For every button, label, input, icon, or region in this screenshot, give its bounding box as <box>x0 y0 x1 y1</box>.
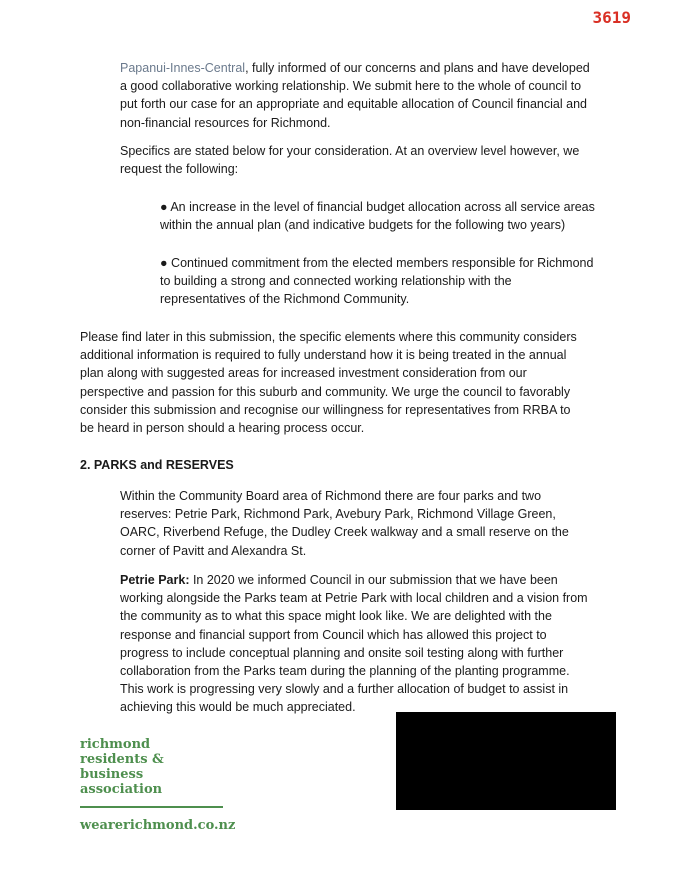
bullet-text: An increase in the level of financial budget allocation across all service areas within the annual plan (and indicative budgets for the following two years) <box>160 200 595 233</box>
page-number: 3619 <box>592 8 631 27</box>
bullet-icon: ● <box>160 200 168 214</box>
petrie-park-label: Petrie Park: <box>120 573 190 587</box>
bullet-icon: ● <box>160 256 168 270</box>
intro-text: , fully informed of our concerns and plans and have developed a good collaborative working relationship. We submit here to the whole of council to put forth our case for an appropriate and equitable allocation of Council financial and non-financial resources for Richmond. <box>120 61 590 130</box>
bullet-text: Continued commitment from the elected members responsible for Richmond to building a strong and connected working relationship with the representatives of the Richmond Community. <box>160 256 594 307</box>
logo-divider <box>80 806 223 808</box>
petrie-park-text: In 2020 we informed Council in our submission that we have been working alongside the Parks team at Petrie Park with local children and a vision from the community as to what this space might look like. We are delighted with the response and financial support from Council which has allowed this project to progress to include conceptual planning and onsite soil testing along with further collaboration from the Parks team during the planning of the planting programme. This work is progressing very slowly and a further allocation of budget to assist in achieving this would be much appreciated. <box>120 573 588 715</box>
summary-paragraph: Please find later in this submission, the specific elements where this community considers additional information is required to fully understand how it is being treated in the annual plan along with suggested areas for increased investment consideration from our perspective and passion for this suburb and community. We urge the council to favorably consider this submission and recognise our willingness for representatives from RRBA to be heard in person should a hearing process occur. <box>80 330 577 436</box>
specifics-paragraph: Specifics are stated below for your consideration. At an overview level however, we request the following: <box>120 144 580 177</box>
redaction-block <box>396 712 616 810</box>
website-url: wearerichmond.co.nz <box>80 818 236 833</box>
section-heading: 2. PARKS and RESERVES <box>80 458 234 472</box>
logo-line: association <box>80 782 163 797</box>
intro-paragraph <box>120 59 590 132</box>
association-logo <box>80 737 164 797</box>
bullet-item-commitment <box>160 254 595 309</box>
electorate-link-text: Papanui-Innes-Central <box>120 61 246 75</box>
petrie-park-paragraph <box>120 571 590 717</box>
logo-line: residents & <box>80 752 164 767</box>
logo-line: business <box>80 767 144 782</box>
logo-line: richmond <box>80 737 151 752</box>
bullet-item-budget <box>160 198 595 234</box>
parks-intro-paragraph: Within the Community Board area of Richmond there are four parks and two reserves: Petrie Park, Richmond Park, Avebury Park, Richmond Village Green, OARC, Riverbend Refuge, the Dudley Creek walkway and a small reserve on the corner of Pavitt and Alexandra St. <box>120 489 569 558</box>
